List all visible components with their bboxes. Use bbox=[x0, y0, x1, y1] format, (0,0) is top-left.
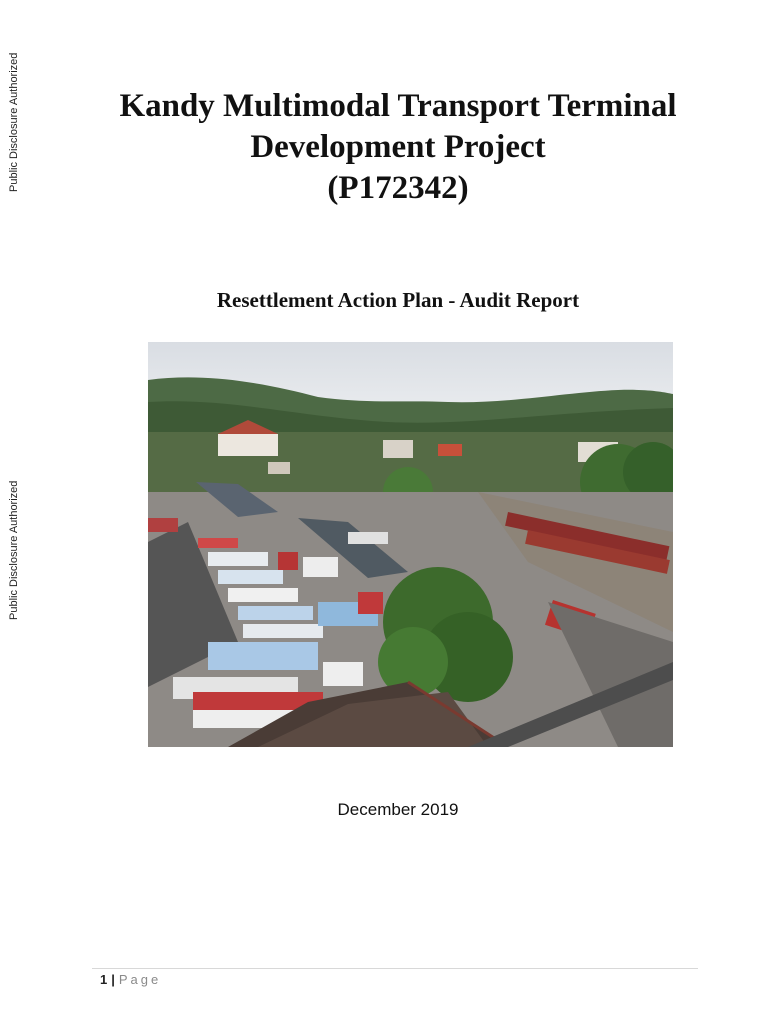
title-line-3: (P172342) bbox=[327, 170, 469, 206]
page-footer bbox=[100, 972, 161, 987]
document-subtitle: Resettlement Action Plan - Audit Report bbox=[216, 288, 580, 312]
document-title bbox=[60, 86, 736, 209]
document-date: December 2019 bbox=[337, 800, 459, 819]
title-line-1: Kandy Multimodal Transport Terminal bbox=[119, 88, 677, 124]
disclosure-label-top: Public Disclosure Authorized bbox=[8, 52, 20, 192]
footer-separator: | bbox=[111, 972, 115, 987]
bus-terminal-photo bbox=[148, 342, 673, 747]
title-line-2: Development Project bbox=[250, 129, 546, 165]
disclosure-label-middle: Public Disclosure Authorized bbox=[8, 480, 20, 620]
page-label: Page bbox=[118, 972, 162, 987]
bus-terminal-illustration bbox=[148, 342, 673, 747]
page-number: 1 bbox=[100, 972, 108, 987]
footer-divider bbox=[92, 968, 698, 969]
